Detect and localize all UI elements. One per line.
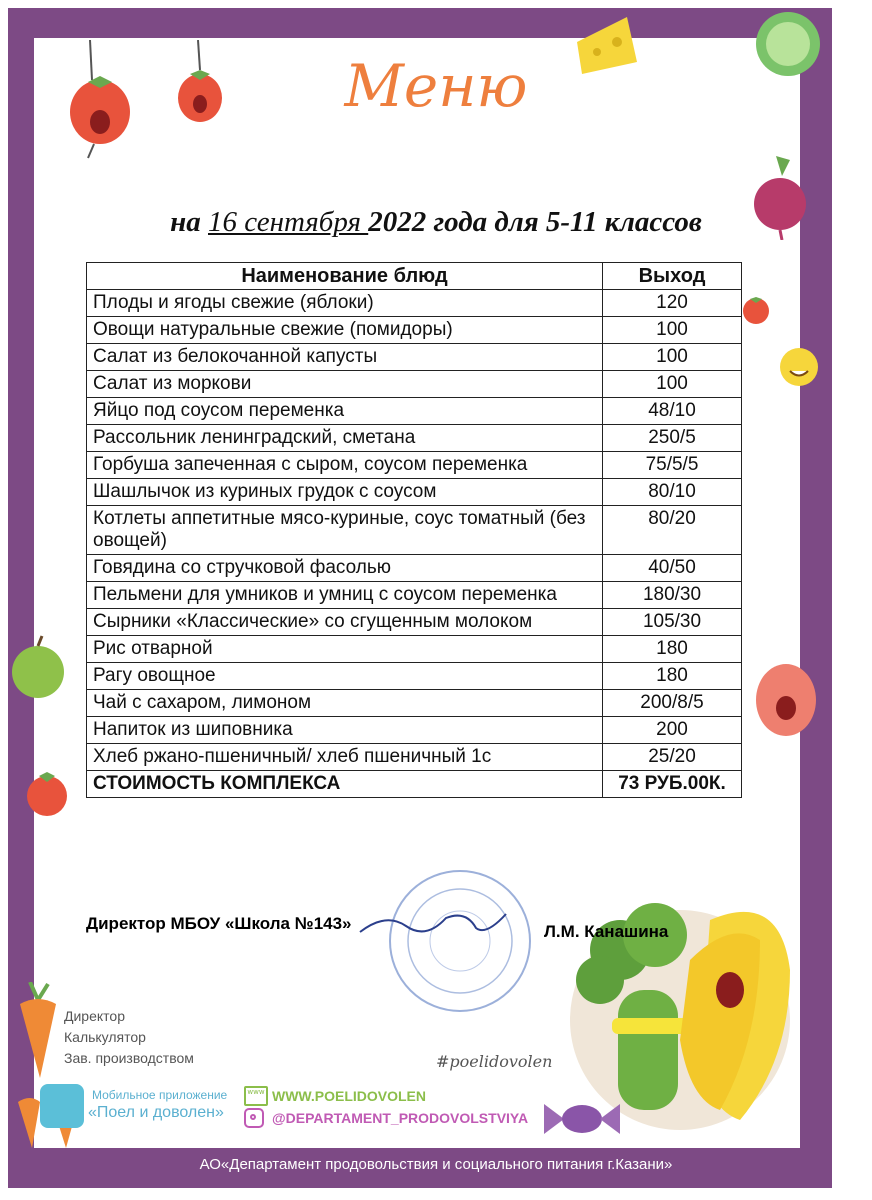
dish-output: 105/30 [603,609,742,636]
app-label: Мобильное приложение [92,1088,228,1102]
dish-output: 250/5 [603,425,742,452]
instagram-icon [244,1108,264,1128]
tomato-small-icon [740,294,772,326]
director-title: Директор МБОУ «Школа №143» [86,914,352,933]
apple-character-icon [8,634,70,702]
table-row [87,690,742,717]
page-title: Меню [344,52,528,120]
table-row [87,506,742,555]
table-row [87,555,742,582]
table-row [87,452,742,479]
dish-output: 75/5/5 [603,452,742,479]
column-header-output: Выход [603,263,742,290]
dish-output: 80/20 [603,506,742,555]
dish-output: 100 [603,317,742,344]
dish-output: 40/50 [603,555,742,582]
carrot-character-icon [10,982,66,1080]
table-row [87,317,742,344]
hashtag-text: #poelidovolen [436,1052,553,1071]
dish-output: 100 [603,344,742,371]
total-label: СТОИМОСТЬ КОМПЛЕКСА [87,771,603,798]
dish-output: 180 [603,636,742,663]
column-header-dish: Наименование блюд [87,263,603,290]
table-row [87,717,742,744]
meat-character-icon [752,660,820,740]
dish-output: 120 [603,290,742,317]
dish-name: Хлеб ржано-пшеничный/ хлеб пшеничный 1с [87,744,603,771]
dish-name: Рагу овощное [87,663,603,690]
candy-icon [540,1094,624,1144]
table-row [87,371,742,398]
dish-output: 200/8/5 [603,690,742,717]
dish-name: Говядина со стручковой фасолью [87,555,603,582]
tomato-character-icon [24,768,70,820]
dish-output: 48/10 [603,398,742,425]
app-name: «Поел и доволен» [88,1104,224,1121]
total-value: 73 РУБ.00К. [603,771,742,798]
app-thumbs-up-icon [40,1084,84,1128]
dish-output: 180/30 [603,582,742,609]
role-item: Директор [64,1008,125,1024]
dish-output: 200 [603,717,742,744]
roles-list [64,1006,194,1069]
dish-name: Горбуша запеченная с сыром, соусом переменка [87,452,603,479]
dish-output: 180 [603,663,742,690]
signature-icon [356,902,516,942]
dish-output: 25/20 [603,744,742,771]
table-row [87,609,742,636]
dish-name: Шашлычок из куриных грудок с соусом [87,479,603,506]
instagram-link[interactable]: @DEPARTAMENT_PRODOVOLSTVIYA [272,1110,529,1126]
table-row [87,663,742,690]
dish-name: Котлеты аппетитные мясо-куриные, соус томатный (без овощей) [87,506,603,555]
dish-name: Салат из моркови [87,371,603,398]
website-link[interactable]: WWW.POELIDOVOLEN [272,1088,426,1104]
table-row [87,290,742,317]
smiley-icon [778,346,820,388]
frame-top [8,8,832,38]
director-name: Л.М. Канашина [544,922,669,941]
dish-name: Овощи натуральные свежие (помидоры) [87,317,603,344]
dish-name: Напиток из шиповника [87,717,603,744]
table-row [87,344,742,371]
table-row [87,425,742,452]
table-row [87,479,742,506]
menu-table [86,262,742,798]
dish-name: Плоды и ягоды свежие (яблоки) [87,290,603,317]
web-icon: www [244,1086,268,1106]
dish-name: Яйцо под соусом переменка [87,398,603,425]
table-header-row [87,263,742,290]
table-row [87,744,742,771]
dish-name: Сырники «Классические» со сгущенным молоком [87,609,603,636]
role-item: Калькулятор [64,1029,146,1045]
subtitle-prefix: на [170,206,208,238]
subtitle-suffix: 2022 года для 5-11 классов [368,206,702,238]
dish-name: Чай с сахаром, лимоном [87,690,603,717]
total-row [87,771,742,798]
dish-output: 80/10 [603,479,742,506]
footer-text: АО«Департамент продовольствия и социального питания г.Казани» [199,1156,673,1173]
dish-name: Рис отварной [87,636,603,663]
dish-name: Салат из белокочанной капусты [87,344,603,371]
table-row [87,582,742,609]
dish-name: Пельмени для умников и умниц с соусом переменка [87,582,603,609]
role-item: Зав. производством [64,1050,194,1066]
table-row [87,636,742,663]
menu-date: 16 сентября [208,206,369,238]
dish-name: Рассольник ленинградский, сметана [87,425,603,452]
dish-output: 100 [603,371,742,398]
table-row [87,398,742,425]
menu-subtitle [0,206,872,239]
